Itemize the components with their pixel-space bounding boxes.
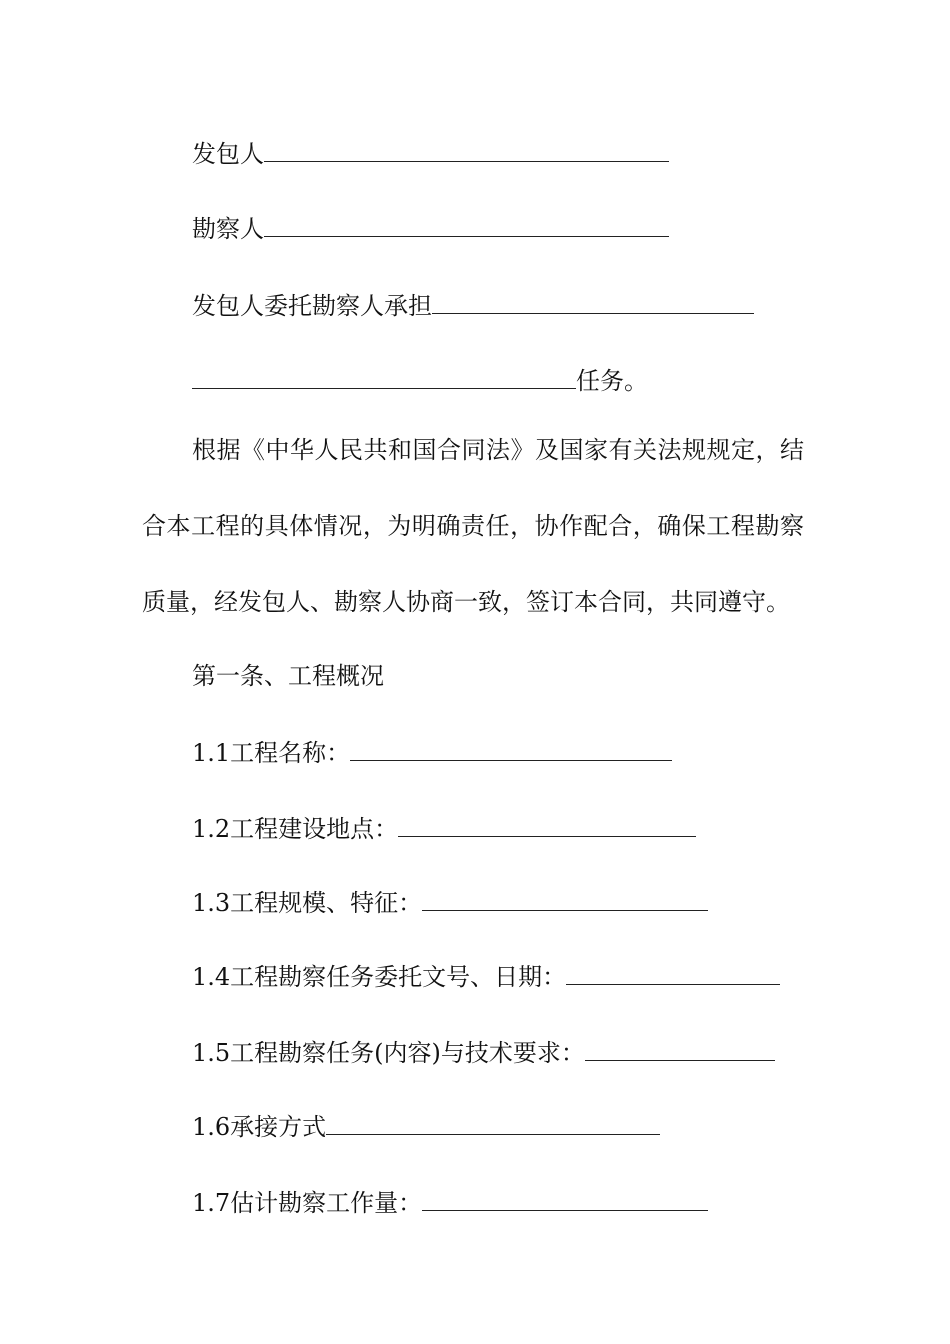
entrust-suffix: 任务。 bbox=[576, 367, 648, 395]
surveyor-line bbox=[192, 212, 669, 245]
item-1-7-blank[interactable] bbox=[422, 1186, 708, 1211]
item-1-3-label: 1.3工程规模、特征： bbox=[192, 889, 423, 917]
item-1-2-blank[interactable] bbox=[398, 812, 696, 837]
entrust-blank-1[interactable] bbox=[432, 289, 754, 314]
item-1-6 bbox=[192, 1110, 660, 1143]
party-a-line bbox=[192, 137, 669, 170]
item-1-5-label: 1.5工程勘察任务(内容)与技术要求： bbox=[192, 1039, 585, 1067]
party-a-blank[interactable] bbox=[264, 137, 669, 162]
item-1-3-blank[interactable] bbox=[422, 886, 708, 911]
party-a-label: 发包人 bbox=[192, 140, 264, 168]
item-1-5 bbox=[192, 1036, 775, 1069]
entrust-line bbox=[192, 289, 754, 322]
item-1-6-blank[interactable] bbox=[326, 1110, 660, 1135]
preamble-paragraph: 根据《中华人民共和国合同法》及国家有关法规规定，结合本工程的具体情况，为明确责任，协作配合，确保工程勘察质量，经发包人、勘察人协商一致，签订本合同，共同遵守。 bbox=[142, 436, 804, 616]
entrust-continuation-line bbox=[192, 364, 648, 397]
item-1-1-label: 1.1工程名称： bbox=[192, 739, 351, 767]
item-1-7 bbox=[192, 1186, 708, 1219]
surveyor-blank[interactable] bbox=[264, 212, 669, 237]
item-1-4-label: 1.4工程勘察任务委托文号、日期： bbox=[192, 963, 567, 991]
entrust-label: 发包人委托勘察人承担 bbox=[192, 292, 432, 320]
item-1-3 bbox=[192, 886, 708, 919]
surveyor-label: 勘察人 bbox=[192, 215, 264, 243]
item-1-6-label: 1.6承接方式 bbox=[192, 1113, 327, 1141]
article-1-heading: 第一条、工程概况 bbox=[192, 662, 384, 690]
item-1-4 bbox=[192, 960, 780, 993]
item-1-7-label: 1.7估计勘察工作量： bbox=[192, 1189, 423, 1217]
item-1-5-blank[interactable] bbox=[585, 1036, 775, 1061]
entrust-blank-2[interactable] bbox=[192, 364, 576, 389]
item-1-2-label: 1.2工程建设地点： bbox=[192, 815, 399, 843]
item-1-4-blank[interactable] bbox=[566, 960, 780, 985]
item-1-2 bbox=[192, 812, 696, 845]
item-1-1-blank[interactable] bbox=[350, 736, 672, 761]
item-1-1 bbox=[192, 736, 672, 769]
